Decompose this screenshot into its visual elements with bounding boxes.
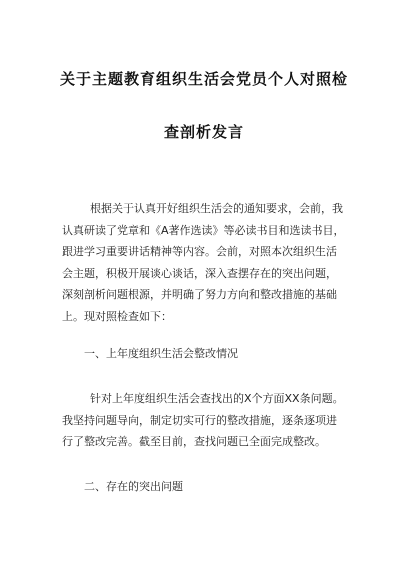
- section-1-heading: 一、上年度组织生活会整改情况: [84, 347, 238, 360]
- intro-line: 上。现对照检查如下：: [62, 309, 172, 323]
- document-title-line-2: 查剖析发言: [163, 123, 244, 141]
- document-title-line-1: 关于主题教育组织生活会党员个人对照检: [59, 70, 348, 88]
- intro-line: 会主题，积极开展谈心谈话，深入查摆存在的突出问题，: [62, 266, 337, 280]
- intro-line: 深刻剖析问题根源，并明确了努力方向和整改措施的基础: [62, 288, 337, 301]
- intro-line: 根据关于认真开好组织生活会的通知要求，会前，我: [62, 202, 343, 215]
- section-1-paragraph: [62, 388, 352, 453]
- intro-line: 跟进学习重要讲话精神等内容。会前，对照本次组织生活: [62, 245, 337, 258]
- section-1-line: 行了整改完善。截至目前，查找问题已全面完成整改。: [62, 435, 326, 448]
- section-2-heading: 二、存在的突出问题: [84, 480, 183, 493]
- intro-paragraph: [62, 198, 352, 327]
- section-1-line: 针对上年度组织生活会查找出的X个方面XX条问题。: [62, 392, 344, 405]
- section-1-line: 我坚持问题导向，制定切实可行的整改措施，逐条逐项进: [62, 413, 337, 427]
- intro-line: 认真研读了党章和《A著作选读》等必读书目和选读书目，: [62, 223, 345, 237]
